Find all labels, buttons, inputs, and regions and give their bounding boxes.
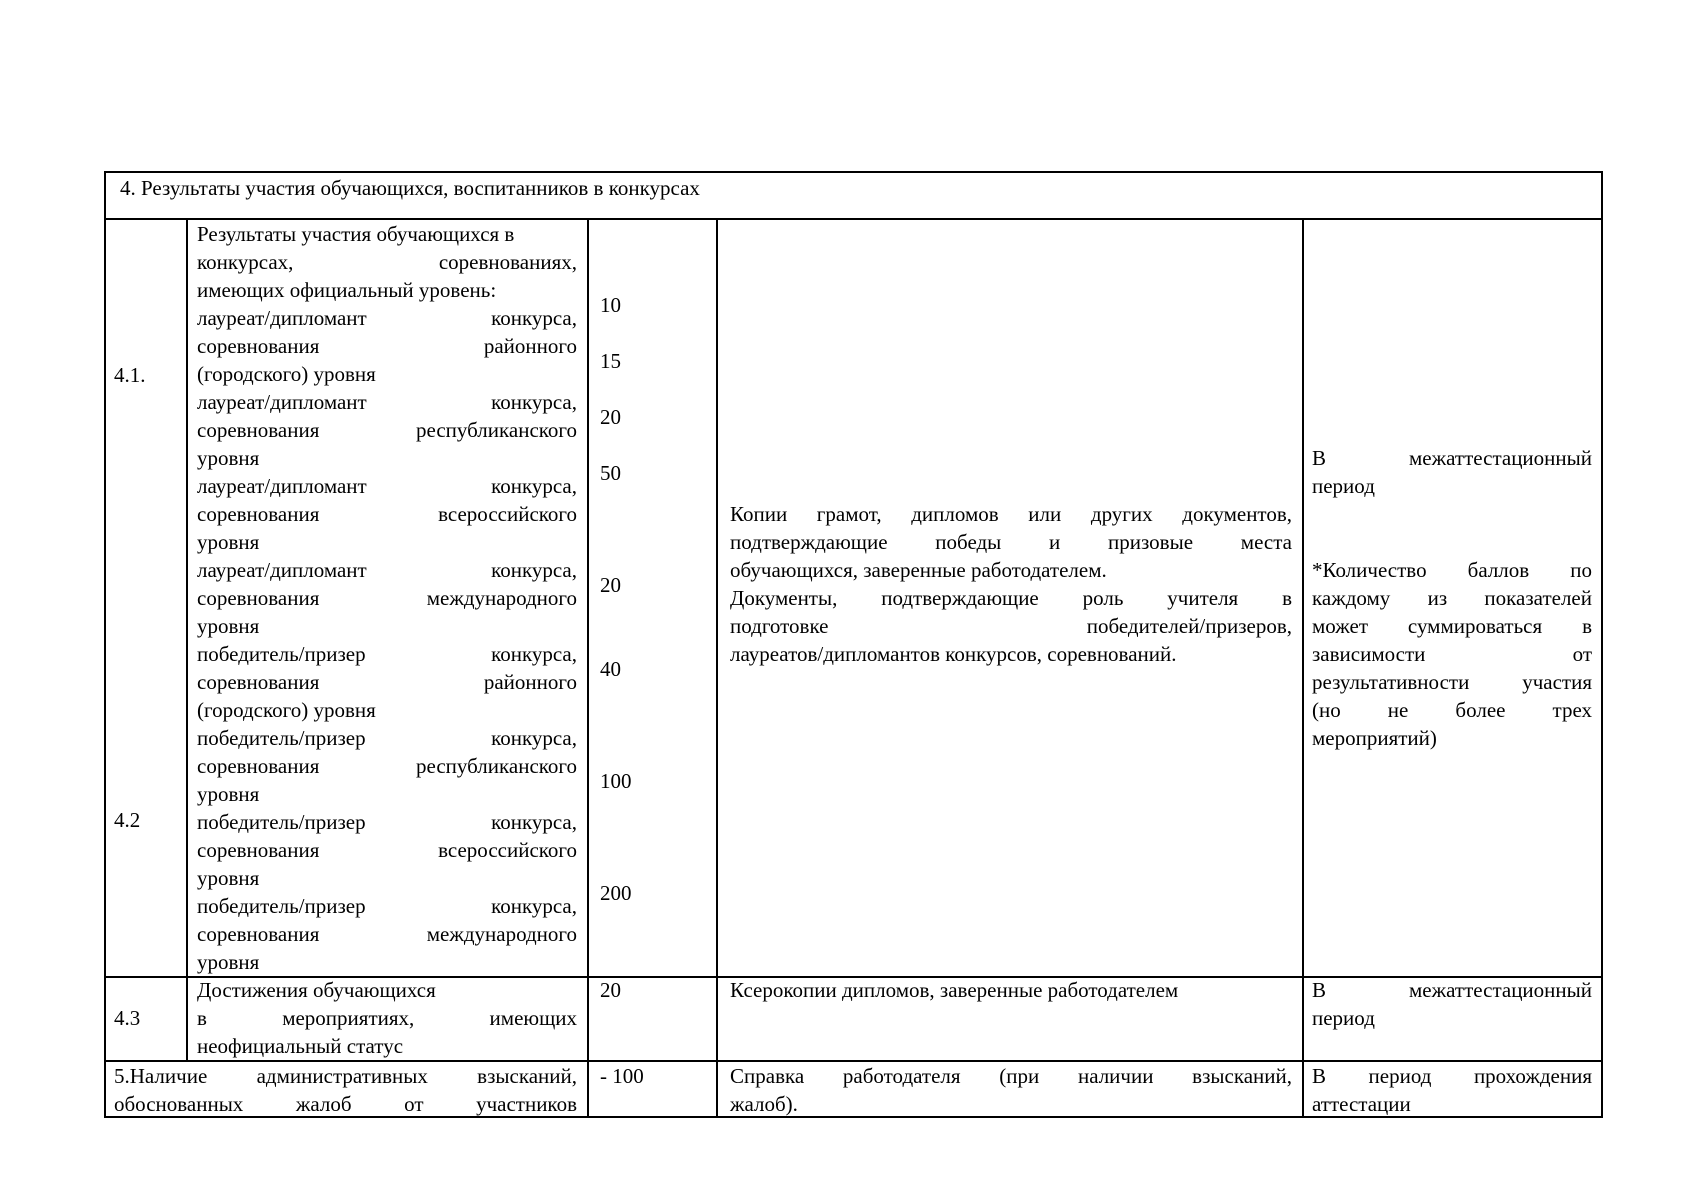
documents-line: Документы, подтверждающие роль учителя в <box>730 586 1292 610</box>
row-4-3-documents: Ксерокопии дипломов, заверенные работодателем <box>730 978 1179 1002</box>
documents-column-divider <box>1302 218 1304 1118</box>
documents-line: Копии грамот, дипломов или других документов, <box>730 502 1292 526</box>
criterion-line: победитель/призер конкурса, <box>197 810 577 834</box>
documents-line: лауреатов/дипломантов конкурсов, соревнований. <box>730 642 1177 666</box>
criterion-line: соревнования всероссийского <box>197 502 577 526</box>
points-value: 100 <box>600 769 632 793</box>
section-4-header: 4. Результаты участия обучающихся, воспитанников в конкурсах <box>120 176 700 200</box>
criterion-line: соревнования всероссийского <box>197 838 577 862</box>
note-line: зависимости от <box>1312 642 1592 666</box>
section-5-points: - 100 <box>600 1064 644 1088</box>
section-5-criterion <box>114 1062 577 1118</box>
criterion-line: имеющих официальный уровень: <box>197 278 497 302</box>
points-value: 40 <box>600 657 621 681</box>
table-border-right <box>1601 171 1603 1118</box>
criterion-line: соревнования международного <box>197 586 577 610</box>
criterion-line: неофициальный статус <box>197 1034 404 1058</box>
number-column-divider <box>186 218 188 1060</box>
criterion-line: в мероприятиях, имеющих <box>197 1006 577 1030</box>
note-line: может суммироваться в <box>1312 614 1592 638</box>
criterion-line: Достижения обучающихся <box>197 978 436 1002</box>
criterion-line: победитель/призер конкурса, <box>197 642 577 666</box>
criterion-text <box>197 220 577 976</box>
points-value: 200 <box>600 881 632 905</box>
criterion-line: соревнования республиканского <box>197 754 577 778</box>
row-number-4-2: 4.2 <box>114 808 141 832</box>
note-line: мероприятий) <box>1312 726 1437 750</box>
criterion-line: победитель/призер конкурса, <box>197 726 577 750</box>
criterion-line: соревнования республиканского <box>197 418 577 442</box>
note-line: результативности участия <box>1312 670 1592 694</box>
points-value: 50 <box>600 461 621 485</box>
period-line: В межаттестационный <box>1312 978 1592 1002</box>
row-4-3-criterion <box>197 976 577 1060</box>
points-value: 10 <box>600 293 621 317</box>
period-line: аттестации <box>1312 1092 1411 1116</box>
criterion-line: уровня <box>197 614 260 638</box>
note-line: каждому из показателей <box>1312 586 1592 610</box>
documents-line: подготовке победителей/призеров, <box>730 614 1292 638</box>
note-line: (но не более трех <box>1312 698 1592 722</box>
criterion-line: уровня <box>197 866 260 890</box>
documents-line: обучающихся, заверенные работодателем. <box>730 558 1107 582</box>
criterion-line: соревнования районного <box>197 670 577 694</box>
points-value: 15 <box>600 349 621 373</box>
criterion-line: лауреат/дипломант конкурса, <box>197 306 577 330</box>
criterion-line: лауреат/дипломант конкурса, <box>197 390 577 414</box>
criterion-line: уровня <box>197 530 260 554</box>
note-line: *Количество баллов по <box>1312 558 1592 582</box>
criterion-line: победитель/призер конкурса, <box>197 894 577 918</box>
points-value: 20 <box>600 573 621 597</box>
section-5-documents <box>730 1062 1292 1118</box>
section-5-period <box>1312 1062 1592 1118</box>
criterion-line: обоснованных жалоб от участников <box>114 1092 577 1116</box>
points-value: 20 <box>600 405 621 429</box>
criterion-line: соревнования международного <box>197 922 577 946</box>
criterion-line: уровня <box>197 782 260 806</box>
period-line: период <box>1312 1006 1375 1030</box>
row-4-3-points: 20 <box>600 978 621 1002</box>
criterion-line: лауреат/дипломант конкурса, <box>197 558 577 582</box>
criterion-line: лауреат/дипломант конкурса, <box>197 474 577 498</box>
period-line: В период прохождения <box>1312 1064 1592 1088</box>
criterion-line: (городского) уровня <box>197 698 376 722</box>
criterion-line: 5.Наличие административных взысканий, <box>114 1064 577 1088</box>
row-4-3-period <box>1312 976 1592 1032</box>
criterion-line: соревнования районного <box>197 334 577 358</box>
points-column-divider <box>716 218 718 1118</box>
criterion-line: уровня <box>197 950 260 974</box>
documents-line: Справка работодателя (при наличии взысканий, <box>730 1064 1292 1088</box>
documents-line: подтверждающие победы и призовые места <box>730 530 1292 554</box>
criterion-column-divider <box>587 218 589 1118</box>
row-number-4-3: 4.3 <box>114 1006 141 1030</box>
row-number-4-1: 4.1. <box>114 363 146 387</box>
criterion-line: уровня <box>197 446 260 470</box>
period-text <box>1312 444 1592 500</box>
period-note <box>1312 556 1592 752</box>
table-border-top <box>104 171 1603 173</box>
documents-line: жалоб). <box>730 1092 798 1116</box>
criterion-line: Результаты участия обучающихся в <box>197 222 515 246</box>
criterion-line: конкурсах, соревнованиях, <box>197 250 577 274</box>
period-line: В межаттестационный <box>1312 446 1592 470</box>
table-border-left <box>104 171 106 1118</box>
period-line: период <box>1312 474 1375 498</box>
criterion-line: (городского) уровня <box>197 362 376 386</box>
documents-text <box>730 500 1292 668</box>
